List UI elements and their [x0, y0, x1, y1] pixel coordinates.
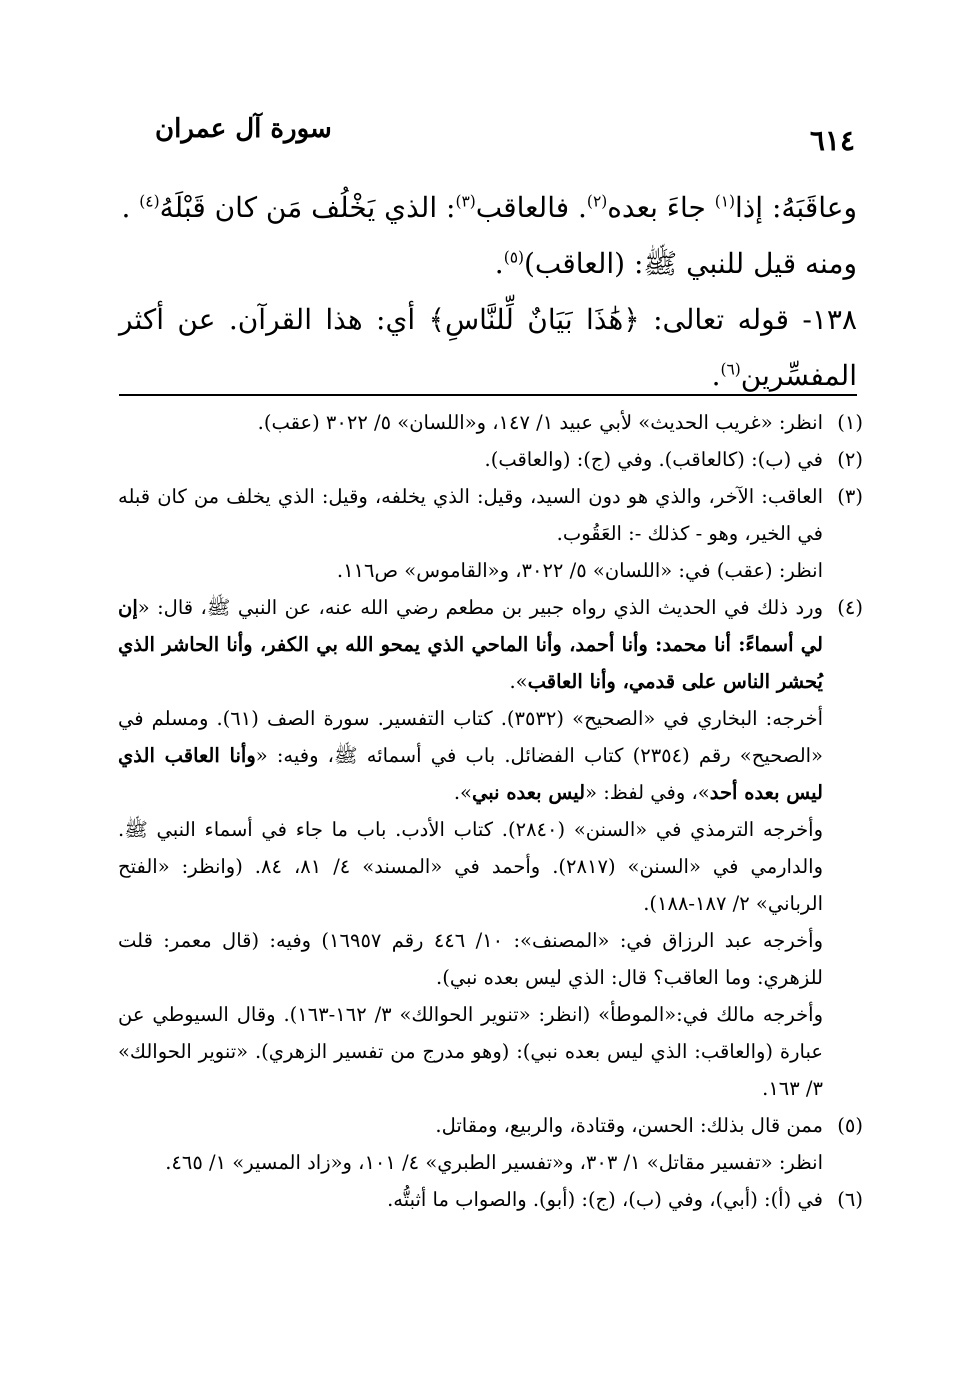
text-run: انظر: (عقب) في: «اللسان» ٥/ ٣٠٢٢، و«القاموس» ص١١٦. — [336, 559, 823, 582]
footnote-divider — [119, 394, 857, 396]
text-run: . — [711, 359, 721, 392]
footnote-ref: (٣) — [455, 192, 476, 211]
footnote-number: (٤) — [837, 596, 863, 619]
text-run: ١٣٨- قوله تعالى: ﴿هَٰذَا بَيَانٌ لِّلنَّاسِ﴾ أي: هذا القرآن. عن أكثر المفسِّرين — [119, 303, 857, 392]
footnote-paragraph — [118, 589, 823, 700]
footnotes — [118, 404, 863, 1218]
footnote — [118, 1107, 863, 1181]
text-run: وأخرجه مالك في:«الموطأ» (انظر: «تنوير الحوالك» ٣/ ١٦٢-١٦٣). وقال السيوطي عن عبارة (والعاقب: الذي ليس بعده نبي): (وهو مدرج من تفسير الزهري). «تنوير الحوالك» ٣/ ١٦٣. — [118, 1003, 823, 1100]
main-paragraph — [119, 236, 857, 292]
text-run: العاقب: الآخر، والذي هو دون السيد، وقيل: الذي يخلفه، وقيل: الذي يخلف من كان قبله في الخير، وهو - كذلك -: العَقُوب. — [118, 485, 823, 545]
footnote-paragraph — [118, 478, 823, 552]
footnote-number: (٥) — [837, 1114, 863, 1137]
text-run: جاءَ بعده — [607, 191, 715, 224]
footnote-paragraph — [118, 996, 823, 1107]
page-header — [120, 108, 855, 168]
page-number: ٦١٤ — [809, 124, 855, 157]
text-run: : الذي يَخْلُف مَن كان قَبْلَهُ — [159, 191, 456, 224]
main-text — [119, 180, 857, 404]
footnote-ref: (٤) — [139, 192, 160, 211]
footnote-ref: (٥) — [503, 248, 524, 267]
footnote-number: (١) — [837, 411, 863, 434]
text-run: . — [494, 247, 504, 280]
footnote-number: (٦) — [837, 1188, 863, 1211]
footnote-paragraph — [118, 1144, 823, 1181]
footnote-number: (٢) — [837, 448, 863, 471]
text-run: أخرجه: البخاري في «الصحيح» (٣٥٣٢). كتاب التفسير. سورة الصف (٦١). ومسلم في «الصحيح» رقم (٢٣٥٤) كتاب الفضائل. باب في أسمائه ﷺ، وفيه: « — [118, 707, 823, 767]
surah-title: سورة آل عمران — [155, 114, 332, 144]
text-run: في (ب): (كالعاقب). وفي (ج): (والعاقب). — [484, 448, 823, 471]
text-run: ». — [509, 670, 528, 693]
text-run: ومنه قيل للنبي ﷺ: (العاقب) — [524, 247, 857, 280]
text-run: انظر: «تفسير مقاتل» ١/ ٣٠٣، و«تفسير الطبري» ٤/ ١٠١، و«زاد المسير» ١/ ٤٦٥. — [165, 1151, 823, 1174]
text-run: ». — [453, 781, 472, 804]
footnote-number: (٣) — [837, 485, 863, 508]
text-run: ورد ذلك في الحديث الذي رواه جبير بن مطعم رضي الله عنه، عن النبي ﷺ، قال: « — [137, 596, 823, 619]
text-run: وعاقَبَهُ: إذا — [735, 191, 857, 224]
bold-text: إن لي أسماءً: أنا محمد: وأنا أحمد، وأنا الماحي الذي يمحو الله بي الكفر، وأنا الحاشر الذي يُحشر الناس على قدمي، وأنا العاقب — [118, 596, 823, 693]
text-run: . فالعاقب — [475, 191, 587, 224]
footnote-paragraph — [118, 922, 823, 996]
footnote-ref: (٦) — [720, 360, 741, 379]
text-run: وأخرجه عبد الرزاق في: «المصنف»: ١٠/ ٤٤٦ رقم ١٦٩٥٧) وفيه: (قال معمر: قلت للزهري: وما العاقب؟ قال: الذي ليس بعده نبي). — [118, 929, 823, 989]
footnote-paragraph — [118, 441, 823, 478]
bold-text: وأنا العاقب الذي ليس بعده أحد — [118, 744, 823, 804]
text-run: وأخرجه الترمذي في «السنن» (٢٨٤٠). كتاب الأدب. باب ما جاء في أسماء النبي ﷺ. والدارمي في «السنن» (٢٨١٧). وأحمد في «المسند» ٤/ ٨١، ٨٤. (وانظر: «الفتح الرباني» ٢/ ١٨٧-١٨٨). — [118, 818, 823, 915]
bold-text: ليس بعده نبي — [471, 781, 586, 804]
footnote-paragraph — [118, 552, 823, 589]
text-run: ممن قال بذلك: الحسن، وقتادة، والربيع، ومقاتل. — [435, 1114, 823, 1137]
text-run: »، وفي لفظ: « — [585, 781, 710, 804]
footnote-paragraph — [118, 811, 823, 922]
footnote-ref: (١) — [714, 192, 736, 211]
footnote-paragraph — [118, 1107, 823, 1144]
main-paragraph — [119, 292, 857, 404]
text-run: انظر: «غريب الحديث» لأبي عبيد ١/ ١٤٧، و«اللسان» ٥/ ٣٠٢٢ (عقب). — [257, 411, 823, 434]
footnote-paragraph — [118, 404, 823, 441]
footnote-paragraph — [118, 700, 823, 811]
footnote — [118, 441, 863, 478]
footnote-ref: (٢) — [586, 192, 608, 211]
footnote — [118, 404, 863, 441]
footnote — [118, 1181, 863, 1218]
text-run: . — [121, 191, 140, 224]
main-paragraph — [119, 180, 857, 236]
footnote — [118, 589, 863, 1107]
footnote — [118, 478, 863, 589]
footnote-paragraph — [118, 1181, 823, 1218]
text-run: في (أ): (أبي)، وفي (ب)، (ج): (أبو). والصواب ما أثبتُّه. — [387, 1188, 823, 1211]
